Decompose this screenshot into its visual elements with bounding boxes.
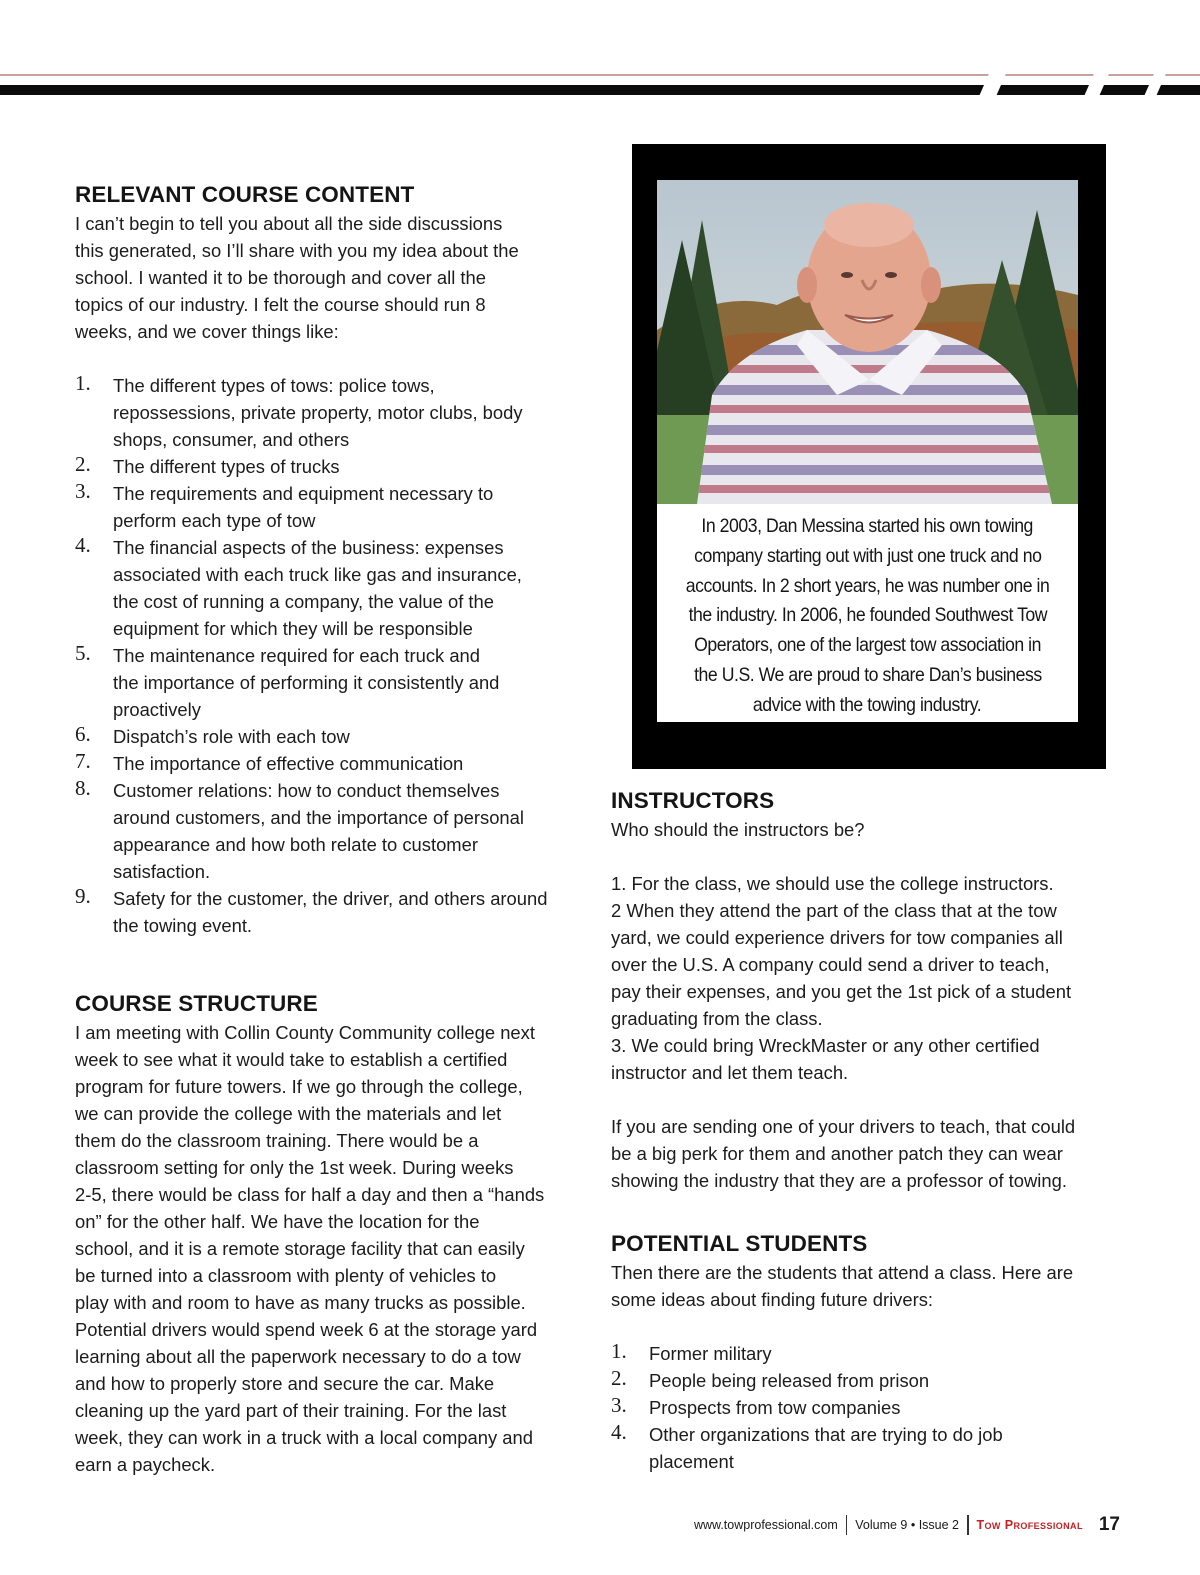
heading-course-structure: COURSE STRUCTURE <box>75 991 318 1016</box>
page-footer <box>560 1510 1120 1540</box>
photo-caption: In 2003, Dan Messina started his own towing company starting out with just one truck and no accounts. In 2 short years, he was number one in the industry. In 2006, he founded Southwest Tow Operators, one of the largest tow association in the U.S. We are proud to share Dan’s business advice with the towing industry. <box>657 504 1078 722</box>
list-item: 3. The requirements and equipment necessary to perform each type of tow <box>75 479 494 531</box>
right-column <box>611 786 1136 1475</box>
heading-potential-students: POTENTIAL STUDENTS <box>611 1231 868 1256</box>
instructors-closing: If you are sending one of your drivers to teach, that could be a big perk for them and another patch they can wear showing the industry that they are a professor of towing. <box>611 1116 1076 1191</box>
instructors-list: 1. For the class, we should use the college instructors. 2 When they attend the part of the class that at the tow yard, we could experience drivers for tow companies all over the U.S. A company could send a driver to teach, pay their expenses, and you get the 1st pick of a student graduating from the class. 3. We could bring WreckMaster or any other certified instructor and let them teach. <box>611 873 1072 1083</box>
footer-issue: Volume 9 • Issue 2 <box>855 1518 959 1532</box>
list-item: 7. The importance of effective communication <box>75 749 464 774</box>
list-item: 1. The different types of tows: police tows, repossessions, private property, motor clubs, body shops, consumer, and others <box>75 371 523 450</box>
list-item: 4. The financial aspects of the business: expenses associated with each truck like gas and insurance, the cost of running a company, the value of the equipment for which they will be responsible <box>75 533 522 639</box>
list-item: 2. The different types of trucks <box>75 452 340 477</box>
footer-website: www.towprofessional.com <box>693 1518 838 1532</box>
list-item: 5. The maintenance required for each truck and the importance of performing it consistently and proactively <box>75 641 500 720</box>
portrait-photo <box>657 180 1078 504</box>
left-column <box>75 180 590 1478</box>
list-item: 4. Other organizations that are trying to do job placement <box>611 1420 1003 1472</box>
heading-relevant-course-content: RELEVANT COURSE CONTENT <box>75 182 415 207</box>
page-number: 17 <box>1098 1514 1120 1535</box>
students-intro: Then there are the students that attend a class. Here are some ideas about finding future drivers: <box>611 1262 1074 1310</box>
list-item: 8. Customer relations: how to conduct themselves around customers, and the importance of personal appearance and how both relate to customer satisfaction. <box>75 776 524 882</box>
list-item: 9. Safety for the customer, the driver, and others around the towing event. <box>75 884 548 936</box>
list-item: 2. People being released from prison <box>611 1366 930 1391</box>
instructors-question: Who should the instructors be? <box>611 819 865 840</box>
footer-divider <box>967 1515 969 1535</box>
course-content-intro: I can’t begin to tell you about all the side discussions this generated, so I’ll share with you my idea about the school. I wanted it to be thorough and cover all the topics of our industry. I felt the course should run 8 weeks, and we cover things like: <box>75 213 519 342</box>
list-item: 6. Dispatch’s role with each tow <box>75 722 350 747</box>
heading-instructors: INSTRUCTORS <box>611 788 775 813</box>
footer-divider <box>846 1515 848 1535</box>
header-stripes <box>0 0 1200 110</box>
list-item: 1. Former military <box>611 1339 772 1364</box>
photo-frame <box>632 144 1106 769</box>
course-structure-body: I am meeting with Collin County Community college next week to see what it would take to establish a certified program for future towers. If we go through the college, we can provide the college with the materials and let them do the classroom training. There would be a classroom setting for only the 1st week. During weeks 2-5, there would be class for half a day and then a “hands on” for the other half. We have the location for the school, and it is a remote storage facility that can easily be turned into a classroom with plenty of vehicles to play with and room to have as many trucks as possible. Potential drivers would spend week 6 at the storage yard learning about all the paperwork necessary to do a tow and how to properly store and secure the car. Make cleaning up the yard part of their training. For the last week, they can work in a truck with a local company and earn a paycheck. <box>75 1022 545 1475</box>
footer-brand: Tow Professional <box>976 1518 1083 1532</box>
list-item: 3. Prospects from tow companies <box>611 1393 901 1418</box>
course-topics-list <box>75 372 590 939</box>
students-list <box>611 1340 1136 1475</box>
